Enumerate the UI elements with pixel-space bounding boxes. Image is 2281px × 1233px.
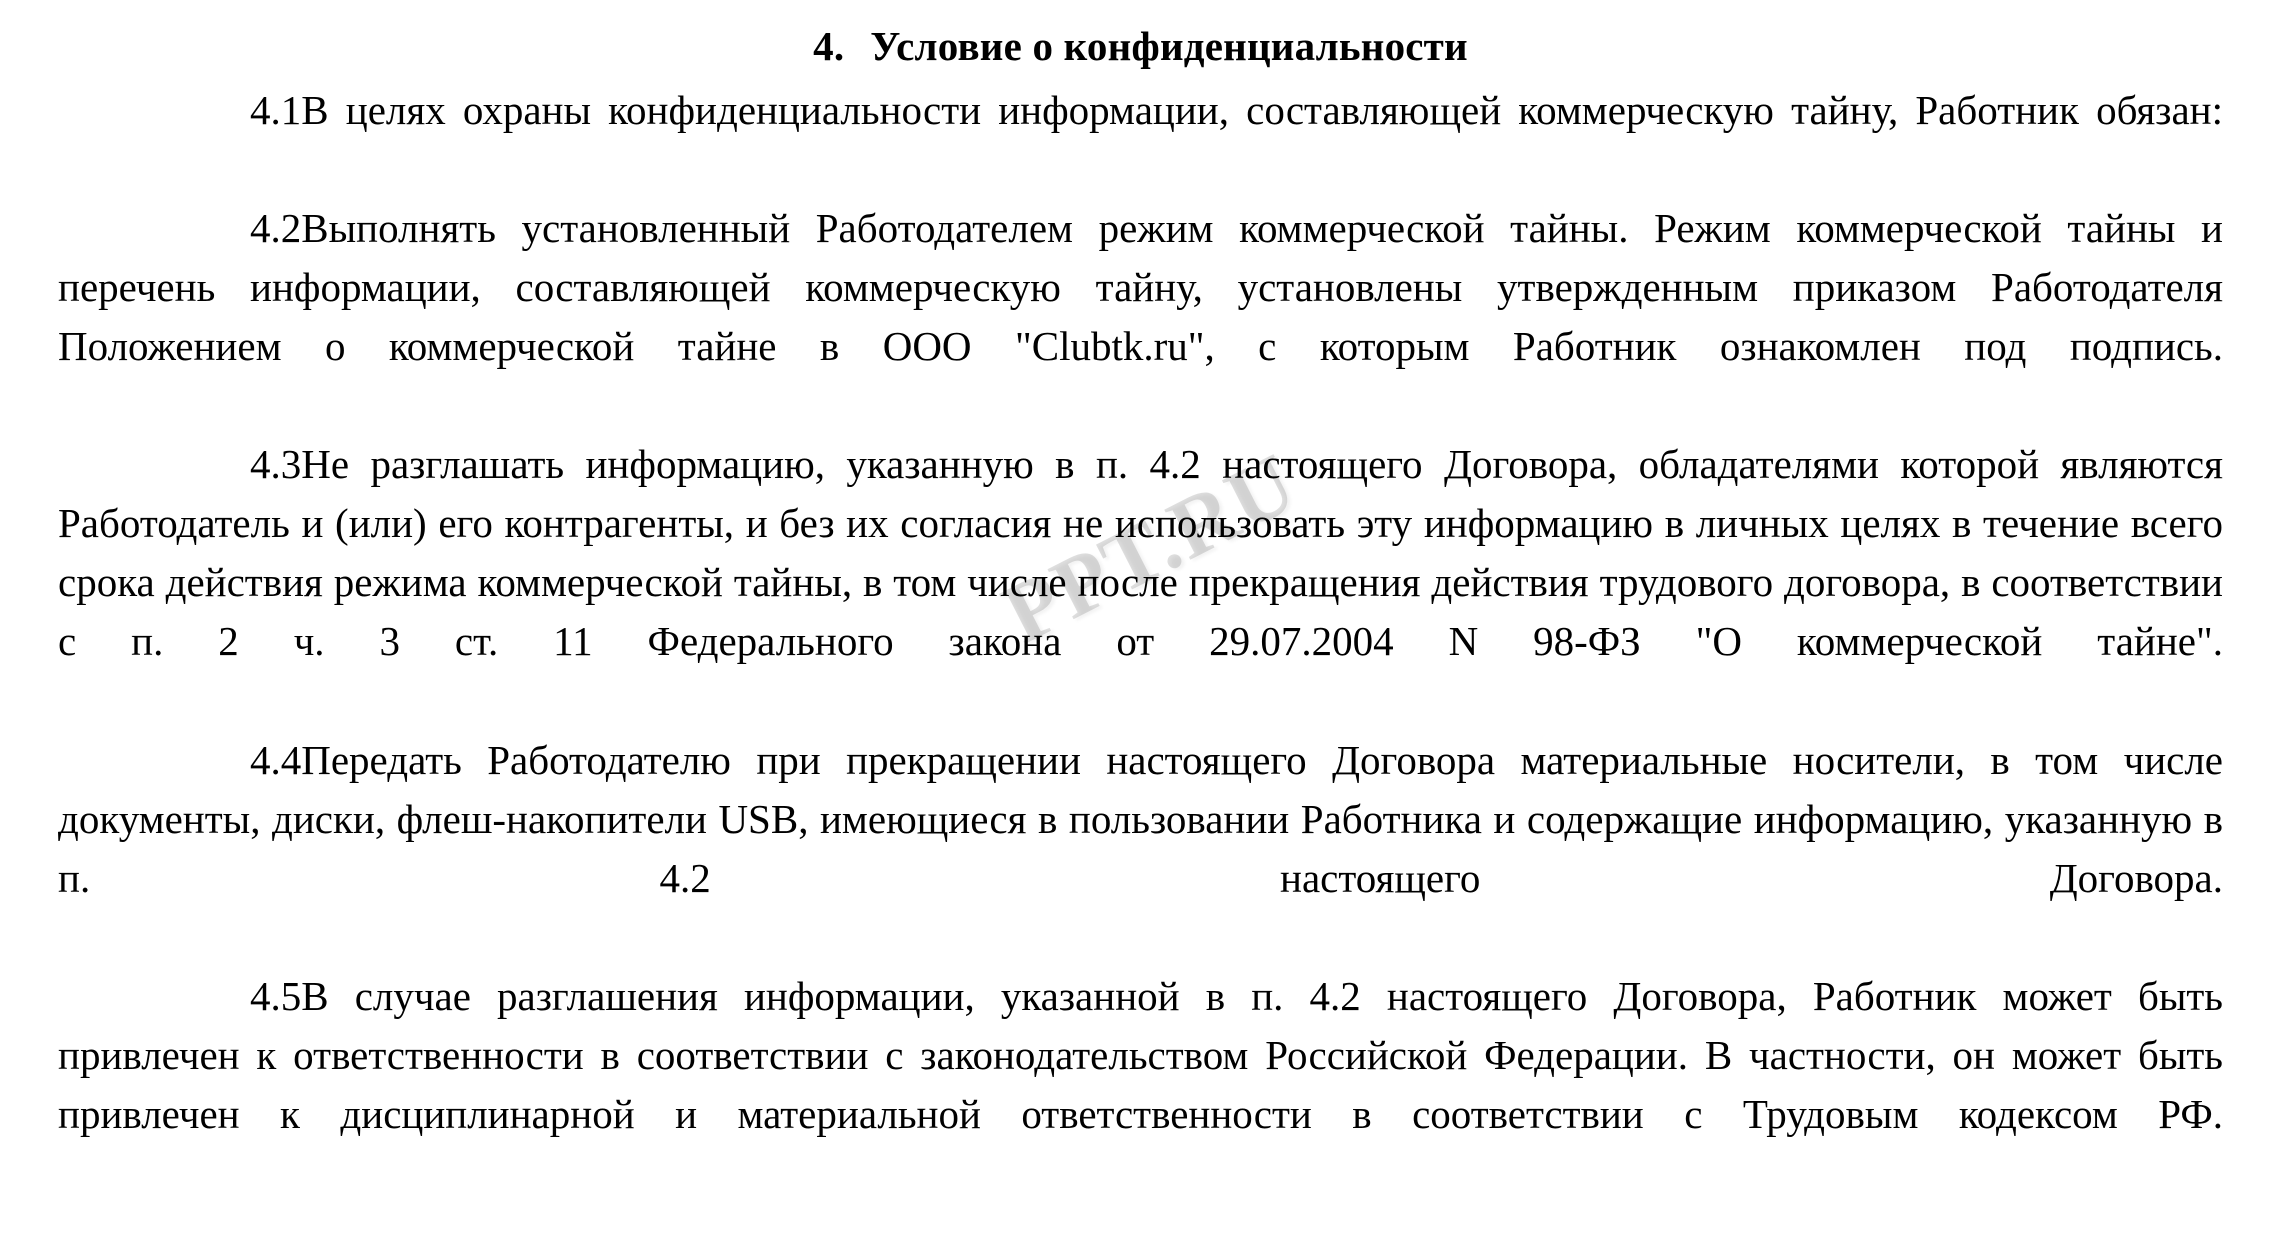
section-heading: [58, 22, 2223, 71]
clause-paragraph: [58, 731, 2223, 967]
clause-paragraph: [58, 81, 2223, 199]
clause-paragraph: [58, 199, 2223, 435]
clause-text: Не разглашать информацию, указанную в п. 4.2 настоящего Договора, обладателями которой являются Работодатель и (или) его контрагенты, и без их согласия не использовать эту информацию в личных целях в течение всего срока действия режима коммерческой тайны, в том числе после прекращения действия трудового договора, в соответствии с п. 2 ч. 3 ст. 11 Федерального закона от 29.07.2004 N 98-ФЗ "О коммерческой тайне".: [58, 441, 2223, 665]
clause-paragraph: [58, 435, 2223, 730]
document-body: [58, 22, 2223, 1203]
clause-number: 4.1: [250, 87, 302, 134]
clause-text: Выполнять установленный Работодателем режим коммерческой тайны. Режим коммерческой тайны и перечень информации, составляющей коммерческую тайну, установлены утвержденным приказом Работодателя Положением о коммерческой тайне в ООО "Clubtk.ru", с которым Работник ознакомлен под подпись.: [58, 205, 2223, 370]
clause-text: В целях охраны конфиденциальности информации, составляющей коммерческую тайну, Работник обязан:: [301, 87, 2223, 134]
clause-number: 4.5: [250, 972, 302, 1019]
watermark-text: PPT.RU: [988, 433, 1312, 662]
clause-number: 4.3: [250, 441, 302, 488]
clause-text: В случае разглашения информации, указанной в п. 4.2 настоящего Договора, Работник может быть привлечен к ответственности в соответствии с законодательством Российской Федерации. В частности, он может быть привлечен к дисциплинарной и материальной ответственности в соответствии с Трудовым кодексом РФ.: [58, 972, 2223, 1137]
clause-number: 4.4: [250, 736, 302, 783]
section-title: Условие о конфиденциальности: [870, 23, 1468, 69]
section-number: 4.: [813, 23, 845, 69]
clause-text: Передать Работодателю при прекращении настоящего Договора материальные носители, в том числе документы, диски, флеш-накопители USB, имеющиеся в пользовании Работника и содержащие информацию, указанную в п. 4.2 настоящего Договора.: [58, 736, 2223, 901]
clause-paragraph: [58, 967, 2223, 1203]
clause-number: 4.2: [250, 205, 302, 252]
